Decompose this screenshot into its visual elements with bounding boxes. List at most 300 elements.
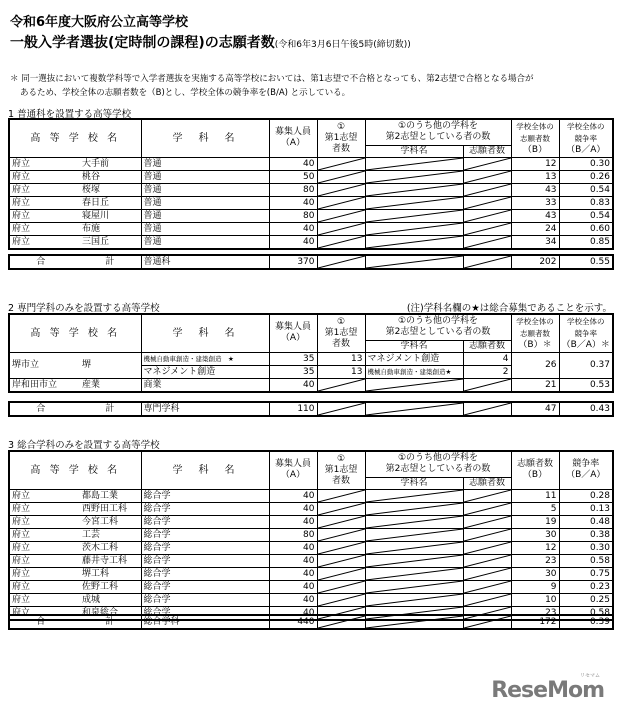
empty-cell bbox=[365, 378, 463, 392]
school-pref: 府立 bbox=[12, 184, 31, 195]
school-name bbox=[9, 515, 141, 528]
total-label1: 合 bbox=[36, 257, 46, 267]
total-label1: 合 bbox=[36, 404, 46, 414]
school-short: 大手前 bbox=[82, 158, 110, 169]
section1-total bbox=[8, 254, 614, 270]
empty-cell bbox=[463, 502, 511, 515]
footnote-line1: ＊ 同一選抜において複数学科等で入学者選抜を実施する高等学校においては、第1志望で不合格となっても、第2志望で合格となる場合が bbox=[10, 74, 534, 84]
applicants: 34 bbox=[511, 235, 559, 249]
school-short: 堺工科 bbox=[82, 568, 110, 579]
empty-cell bbox=[317, 489, 365, 502]
slash-mark bbox=[318, 379, 365, 391]
ratio: 0.23 bbox=[559, 580, 613, 593]
slash-mark bbox=[464, 403, 511, 415]
empty-cell bbox=[365, 183, 463, 196]
slash-mark bbox=[464, 256, 511, 268]
applicants: 9 bbox=[511, 580, 559, 593]
total-label1: 合 bbox=[36, 617, 46, 627]
second-subject: 機械自動車創造・建築創造★ bbox=[365, 365, 463, 378]
h: 競争率 bbox=[574, 328, 598, 338]
capacity: 80 bbox=[269, 183, 317, 196]
empty-cell bbox=[463, 255, 511, 269]
empty-cell bbox=[463, 378, 511, 392]
empty-cell bbox=[317, 209, 365, 222]
ratio: 0.53 bbox=[559, 378, 613, 392]
subject-name: 普通 bbox=[141, 170, 269, 183]
empty-cell bbox=[365, 402, 463, 416]
ratio: 0.38 bbox=[559, 528, 613, 541]
empty-cell bbox=[365, 528, 463, 541]
section2-title: 2 専門学科のみを設置する高等学校 bbox=[8, 303, 160, 314]
school-short: 佐野工科 bbox=[82, 581, 119, 592]
slash-mark bbox=[366, 581, 463, 593]
total-ratio: 0.43 bbox=[559, 402, 613, 416]
ratio: 0.48 bbox=[559, 515, 613, 528]
ratio: 0.30 bbox=[559, 157, 613, 170]
school-short: 堺 bbox=[82, 360, 92, 370]
capacity: 40 bbox=[269, 515, 317, 528]
total-capacity: 370 bbox=[269, 255, 317, 269]
h: 志願者数 bbox=[520, 133, 551, 143]
empty-cell bbox=[365, 593, 463, 606]
h: 志願者数 bbox=[517, 459, 554, 470]
col-first bbox=[317, 451, 365, 489]
subject-name: 総合学 bbox=[141, 541, 269, 554]
table-row bbox=[9, 541, 613, 554]
school-name bbox=[9, 528, 141, 541]
applicants: 13 bbox=[511, 170, 559, 183]
h: 募集人員 bbox=[274, 322, 311, 333]
slash-mark bbox=[464, 516, 511, 528]
capacity: 40 bbox=[269, 554, 317, 567]
slash-mark bbox=[464, 223, 511, 235]
school-short: 春日丘 bbox=[82, 197, 110, 208]
school-name bbox=[9, 222, 141, 235]
logo-kana: リセマム bbox=[580, 673, 600, 679]
school-pref: 府立 bbox=[12, 171, 31, 182]
capacity: 40 bbox=[269, 502, 317, 515]
slash-mark bbox=[318, 616, 365, 628]
capacity: 80 bbox=[269, 209, 317, 222]
empty-cell bbox=[463, 541, 511, 554]
total-applicants: 47 bbox=[511, 402, 559, 416]
ratio: 0.13 bbox=[559, 502, 613, 515]
empty-cell bbox=[317, 235, 365, 249]
subject-name: マネジメント創造 bbox=[141, 365, 269, 378]
h: 者数 bbox=[331, 143, 350, 154]
col-capacity bbox=[269, 451, 317, 489]
empty-cell bbox=[365, 209, 463, 222]
school-pref: 堺市立 bbox=[12, 360, 40, 370]
col-total-ratio bbox=[559, 119, 613, 157]
subject-name: 普通 bbox=[141, 196, 269, 209]
table-row bbox=[9, 235, 613, 249]
school-pref: 府立 bbox=[12, 529, 31, 540]
slash-mark bbox=[366, 171, 463, 183]
school-pref: 府立 bbox=[12, 581, 31, 592]
subject-name: 機械自動車創造・建築創造 ★ bbox=[141, 352, 269, 365]
empty-cell bbox=[317, 593, 365, 606]
h: ① bbox=[336, 316, 346, 327]
slash-mark bbox=[366, 210, 463, 222]
second-subject: マネジメント創造 bbox=[365, 352, 463, 365]
school-name bbox=[9, 352, 141, 378]
table-row bbox=[9, 567, 613, 580]
school-pref: 府立 bbox=[12, 555, 31, 566]
school-pref: 府立 bbox=[12, 594, 31, 605]
slash-mark bbox=[464, 171, 511, 183]
school-short: 西野田工科 bbox=[82, 503, 128, 514]
empty-cell bbox=[365, 170, 463, 183]
empty-cell bbox=[463, 567, 511, 580]
empty-cell bbox=[317, 255, 365, 269]
table-row bbox=[9, 502, 613, 515]
section3-title: 3 総合学科のみを設置する高等学校 bbox=[8, 440, 160, 451]
total-applicants: 202 bbox=[511, 255, 559, 269]
applicants: 43 bbox=[511, 183, 559, 196]
second-count: 4 bbox=[463, 352, 511, 365]
h: 第1志望 bbox=[324, 132, 358, 143]
ratio: 0.85 bbox=[559, 235, 613, 249]
school-short: 産業 bbox=[82, 379, 101, 390]
applicants: 21 bbox=[511, 378, 559, 392]
slash-mark bbox=[318, 256, 365, 268]
total-label2: 計 bbox=[105, 617, 115, 627]
school-pref: 府立 bbox=[12, 503, 31, 514]
school-short: 三国丘 bbox=[82, 236, 110, 247]
capacity: 40 bbox=[269, 235, 317, 249]
h: 者数 bbox=[331, 475, 350, 486]
section2-table bbox=[8, 313, 614, 393]
slash-mark bbox=[366, 158, 463, 170]
school-short: 桃谷 bbox=[82, 171, 101, 182]
col-second-count: 志願者数 bbox=[463, 340, 511, 352]
col-subject: 学 科 名 bbox=[141, 314, 269, 352]
total-label bbox=[9, 255, 141, 269]
col-school: 高 等 学 校 名 bbox=[9, 451, 141, 489]
empty-cell bbox=[463, 593, 511, 606]
table-row bbox=[9, 209, 613, 222]
slash-mark bbox=[318, 197, 365, 209]
total-label bbox=[9, 402, 141, 416]
ratio: 0.58 bbox=[559, 554, 613, 567]
section2-note: (注)学科名欄の★は総合募集であることを示す。 bbox=[406, 303, 612, 314]
capacity: 40 bbox=[269, 606, 317, 620]
ratio: 0.60 bbox=[559, 222, 613, 235]
capacity: 40 bbox=[269, 222, 317, 235]
slash-mark bbox=[318, 184, 365, 196]
empty-cell bbox=[365, 615, 463, 629]
h: 学校全体の bbox=[516, 121, 554, 131]
school-pref: 府立 bbox=[12, 607, 31, 618]
slash-mark bbox=[366, 256, 463, 268]
school-pref: 府立 bbox=[12, 542, 31, 553]
col-total-b bbox=[511, 119, 559, 157]
page-subtitle bbox=[10, 32, 411, 52]
col-second-subject: 学科名 bbox=[365, 340, 463, 352]
footnote bbox=[10, 72, 610, 100]
ratio: 0.26 bbox=[559, 170, 613, 183]
school-name bbox=[9, 502, 141, 515]
capacity: 35 bbox=[269, 365, 317, 378]
col-applicants bbox=[511, 451, 559, 489]
slash-mark bbox=[366, 616, 463, 628]
h: （B） bbox=[522, 470, 548, 481]
slash-mark bbox=[318, 158, 365, 170]
col-total-b bbox=[511, 314, 559, 352]
school-name bbox=[9, 183, 141, 196]
slash-mark bbox=[464, 594, 511, 606]
school-pref: 府立 bbox=[12, 490, 31, 501]
slash-mark bbox=[464, 616, 511, 628]
col-second-subject: 学科名 bbox=[365, 145, 463, 157]
empty-cell bbox=[365, 515, 463, 528]
slash-mark bbox=[318, 516, 365, 528]
empty-cell bbox=[463, 489, 511, 502]
applicants: 23 bbox=[511, 606, 559, 620]
empty-cell bbox=[463, 157, 511, 170]
h: 者数 bbox=[331, 338, 350, 349]
total-ratio: 0.55 bbox=[559, 255, 613, 269]
empty-cell bbox=[317, 157, 365, 170]
h: ① bbox=[336, 121, 346, 132]
empty-cell bbox=[365, 196, 463, 209]
table-row bbox=[9, 170, 613, 183]
slash-mark bbox=[318, 503, 365, 515]
applicants: 30 bbox=[511, 567, 559, 580]
ratio: 0.58 bbox=[559, 606, 613, 620]
capacity: 40 bbox=[269, 580, 317, 593]
empty-cell bbox=[463, 554, 511, 567]
subject-name: 総合学 bbox=[141, 528, 269, 541]
slash-mark bbox=[366, 516, 463, 528]
applicants: 26 bbox=[511, 352, 559, 378]
slash-mark bbox=[464, 490, 511, 502]
ratio: 0.28 bbox=[559, 489, 613, 502]
total-label2: 計 bbox=[105, 257, 115, 267]
subject-name: 総合学 bbox=[141, 606, 269, 620]
empty-cell bbox=[317, 402, 365, 416]
slash-mark bbox=[318, 171, 365, 183]
slash-mark bbox=[464, 581, 511, 593]
applicants: 12 bbox=[511, 157, 559, 170]
slash-mark bbox=[318, 555, 365, 567]
h: （A） bbox=[280, 470, 306, 481]
subject-name: 商業 bbox=[141, 378, 269, 392]
section3-table bbox=[8, 450, 614, 621]
col-first bbox=[317, 314, 365, 352]
ratio: 0.54 bbox=[559, 209, 613, 222]
h: 学校全体の bbox=[567, 316, 605, 326]
col-total-ratio bbox=[559, 314, 613, 352]
col-second-subject: 学科名 bbox=[365, 477, 463, 489]
col-capacity bbox=[269, 119, 317, 157]
slash-mark bbox=[366, 542, 463, 554]
slash-mark bbox=[464, 197, 511, 209]
h: 第1志望 bbox=[324, 327, 358, 338]
slash-mark bbox=[366, 568, 463, 580]
slash-mark bbox=[318, 210, 365, 222]
subject-name: 総合学 bbox=[141, 554, 269, 567]
subject-name: 総合学 bbox=[141, 593, 269, 606]
col-second bbox=[365, 314, 511, 340]
table-row bbox=[9, 515, 613, 528]
total-capacity: 440 bbox=[269, 615, 317, 629]
h: （A） bbox=[280, 138, 306, 149]
col-ratio bbox=[559, 451, 613, 489]
school-pref: 府立 bbox=[12, 210, 31, 221]
h: （B）＊ bbox=[518, 339, 552, 350]
slash-mark bbox=[464, 555, 511, 567]
applicants: 33 bbox=[511, 196, 559, 209]
h: 競争率 bbox=[572, 459, 600, 470]
empty-cell bbox=[317, 222, 365, 235]
table-row bbox=[9, 580, 613, 593]
empty-cell bbox=[365, 580, 463, 593]
school-pref: 府立 bbox=[12, 223, 31, 234]
applicants: 23 bbox=[511, 554, 559, 567]
slash-mark bbox=[366, 236, 463, 248]
empty-cell bbox=[463, 209, 511, 222]
slash-mark bbox=[464, 236, 511, 248]
total-row bbox=[9, 255, 613, 269]
slash-mark bbox=[366, 490, 463, 502]
slash-mark bbox=[464, 184, 511, 196]
table-row bbox=[9, 489, 613, 502]
table-row bbox=[9, 554, 613, 567]
school-short: 成城 bbox=[82, 594, 101, 605]
school-name bbox=[9, 378, 141, 392]
slash-mark bbox=[366, 223, 463, 235]
total-subject: 普通科 bbox=[141, 255, 269, 269]
school-name bbox=[9, 593, 141, 606]
second-count: 2 bbox=[463, 365, 511, 378]
subject-name: 普通 bbox=[141, 209, 269, 222]
col-second bbox=[365, 119, 511, 145]
table-row bbox=[9, 183, 613, 196]
applicants: 19 bbox=[511, 515, 559, 528]
empty-cell bbox=[463, 515, 511, 528]
applicants: 12 bbox=[511, 541, 559, 554]
empty-cell bbox=[365, 157, 463, 170]
empty-cell bbox=[317, 554, 365, 567]
capacity: 40 bbox=[269, 593, 317, 606]
col-capacity bbox=[269, 314, 317, 352]
logo-text: ReseMom bbox=[491, 678, 604, 703]
applicants: 30 bbox=[511, 528, 559, 541]
slash-mark bbox=[318, 490, 365, 502]
section1-title: 1 普通科を設置する高等学校 bbox=[8, 109, 132, 120]
empty-cell bbox=[317, 183, 365, 196]
school-name bbox=[9, 580, 141, 593]
slash-mark bbox=[318, 568, 365, 580]
school-name bbox=[9, 489, 141, 502]
slash-mark bbox=[464, 568, 511, 580]
table-row bbox=[9, 593, 613, 606]
capacity: 40 bbox=[269, 157, 317, 170]
capacity: 40 bbox=[269, 378, 317, 392]
col-second-count: 志願者数 bbox=[463, 477, 511, 489]
ratio: 0.54 bbox=[559, 183, 613, 196]
slash-mark bbox=[318, 236, 365, 248]
total-row bbox=[9, 615, 613, 629]
h: （B／A）＊ bbox=[561, 339, 610, 350]
subject-name: 総合学 bbox=[141, 502, 269, 515]
school-name bbox=[9, 541, 141, 554]
applicants: 24 bbox=[511, 222, 559, 235]
empty-cell bbox=[365, 541, 463, 554]
total-applicants: 172 bbox=[511, 615, 559, 629]
school-name bbox=[9, 235, 141, 249]
total-row bbox=[9, 402, 613, 416]
applicants: 10 bbox=[511, 593, 559, 606]
empty-cell bbox=[463, 196, 511, 209]
school-name bbox=[9, 157, 141, 170]
total-subject: 専門学科 bbox=[141, 402, 269, 416]
h: 第2志望としている者の数 bbox=[385, 464, 491, 475]
empty-cell bbox=[317, 580, 365, 593]
total-label2: 計 bbox=[105, 404, 115, 414]
empty-cell bbox=[317, 615, 365, 629]
school-name bbox=[9, 554, 141, 567]
empty-cell bbox=[463, 615, 511, 629]
empty-cell bbox=[463, 183, 511, 196]
school-pref: 府立 bbox=[12, 158, 31, 169]
empty-cell bbox=[365, 567, 463, 580]
slash-mark bbox=[366, 529, 463, 541]
capacity: 80 bbox=[269, 528, 317, 541]
school-pref: 府立 bbox=[12, 236, 31, 247]
total-ratio: 0.39 bbox=[559, 615, 613, 629]
subject-name: 総合学 bbox=[141, 515, 269, 528]
slash-mark bbox=[366, 379, 463, 391]
table-row bbox=[9, 196, 613, 209]
h: 第2志望としている者の数 bbox=[385, 132, 491, 143]
col-school: 高 等 学 校 名 bbox=[9, 314, 141, 352]
empty-cell bbox=[317, 170, 365, 183]
empty-cell bbox=[365, 235, 463, 249]
school-pref: 府立 bbox=[12, 197, 31, 208]
empty-cell bbox=[365, 554, 463, 567]
total-label bbox=[9, 615, 141, 629]
h: 学校全体の bbox=[567, 121, 605, 131]
section2-total bbox=[8, 401, 614, 417]
slash-mark bbox=[318, 581, 365, 593]
slash-mark bbox=[366, 594, 463, 606]
empty-cell bbox=[317, 567, 365, 580]
col-second bbox=[365, 451, 511, 477]
col-school: 高 等 学 校 名 bbox=[9, 119, 141, 157]
subtitle-text: 一般入学者選抜(定時制の課程)の志願者数 bbox=[10, 35, 275, 51]
h: 志願者数 bbox=[520, 328, 551, 338]
page-title: 令和6年度大阪府公立高等学校 bbox=[10, 15, 189, 30]
ratio: 0.83 bbox=[559, 196, 613, 209]
school-short: 寝屋川 bbox=[82, 210, 110, 221]
applicants: 5 bbox=[511, 502, 559, 515]
empty-cell bbox=[317, 378, 365, 392]
table-row bbox=[9, 378, 613, 392]
slash-mark bbox=[318, 223, 365, 235]
h: （B） bbox=[522, 144, 548, 155]
subject-name: 普通 bbox=[141, 235, 269, 249]
slash-mark bbox=[464, 210, 511, 222]
subject-name: 総合学 bbox=[141, 580, 269, 593]
h: ① bbox=[336, 453, 346, 464]
h: 募集人員 bbox=[274, 127, 311, 138]
h: ①のうち他の学科を bbox=[397, 316, 479, 327]
school-short: 桜塚 bbox=[82, 184, 101, 195]
empty-cell bbox=[463, 235, 511, 249]
